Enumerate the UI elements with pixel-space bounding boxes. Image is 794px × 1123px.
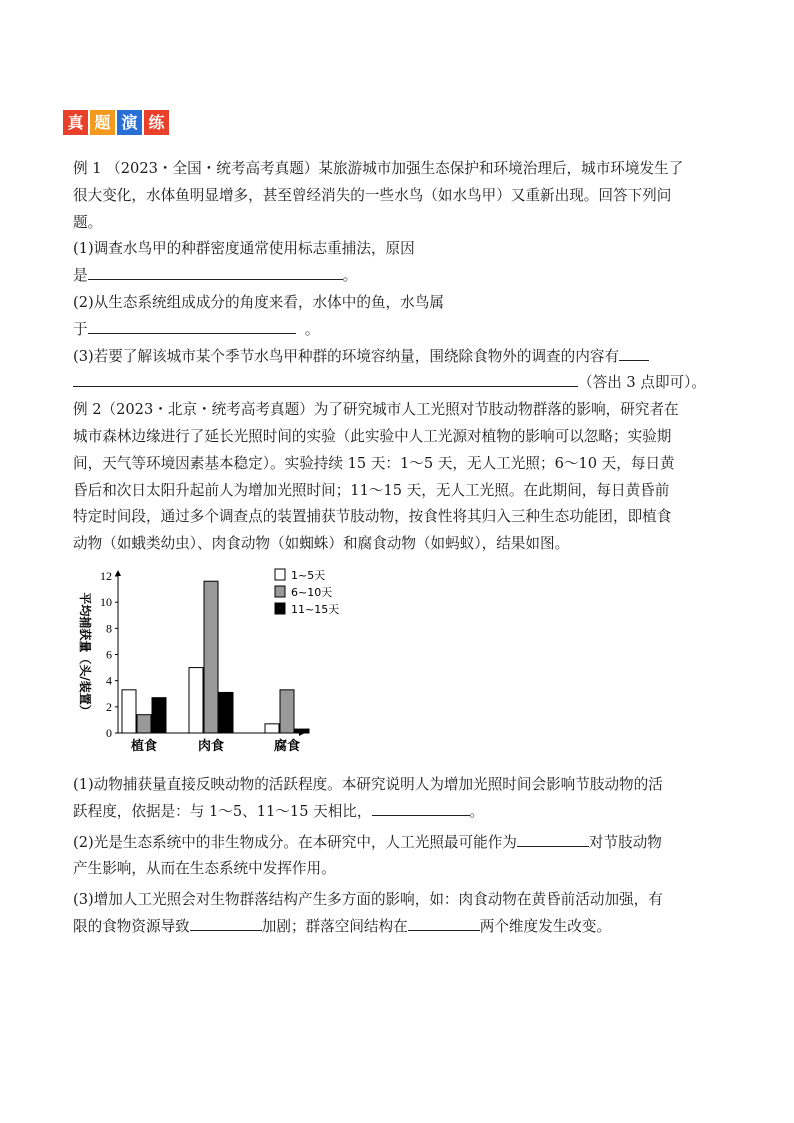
bar-2-2 [295, 729, 309, 733]
y-tick-label: 12 [100, 568, 112, 583]
ex2-line5: 特定时间段，通过多个调查点的装置捕获节肢动物，按食性将其归入三种生态功能团，即植食 [73, 508, 672, 526]
ex1-q2-suffix: 。 [304, 320, 320, 338]
section-header-badges [63, 110, 169, 135]
y-tick-label: 8 [106, 621, 112, 636]
ex1-q3-line1 [73, 344, 723, 371]
x-tick-label: 肉食 [197, 738, 225, 754]
ex2-line6: 动物（如蛾类幼虫）、肉食动物（如蜘蛛）和腐食动物（如蚂蚁），结果如图。 [73, 535, 570, 553]
bar-chart [73, 566, 373, 766]
legend-swatch-0 [275, 569, 285, 580]
ex1-q2-line1: (2)从生态系统组成成分的角度来看，水体中的鱼，水鸟属 [73, 293, 444, 311]
y-tick-label: 6 [106, 647, 112, 662]
ex2-line2: 城市森林边缘进行了延长光照时间的实验（此实验中人工光源对植物的影响可以忽略；实验期 [73, 427, 672, 445]
ex2-q1-suffix: 。 [469, 802, 485, 820]
ex2-q3-answer-blank-b[interactable] [408, 914, 480, 931]
legend-label-1: 6~10天 [291, 585, 333, 599]
bar-0-0 [122, 690, 136, 733]
y-axis-label: 平均捕获量（头/装置） [78, 592, 92, 717]
ex2-q1-line1: (1)动物捕获量直接反映动物的活跃程度。本研究说明人为增加光照时间会影响节肢动物的活 [73, 775, 663, 793]
ex1-intro-line3: 题。 [73, 213, 103, 231]
ex1-q1-answer-blank[interactable] [88, 263, 343, 280]
ex1-q3-answer-blank-b[interactable] [73, 370, 578, 387]
ex2-q1-answer-blank[interactable] [372, 799, 470, 816]
bar-1-0 [189, 668, 203, 733]
ex2-q2-line2: 产生影响，从而在生态系统中发挥作用。 [73, 860, 336, 878]
ex1-q2-prefix: 于 [73, 320, 88, 338]
question-content [73, 156, 723, 941]
badge-ti: 题 [90, 110, 115, 135]
ex1-q2-answer-blank[interactable] [88, 317, 296, 334]
ex1-q3-suffix: （答出 3 点即可）。 [578, 374, 707, 392]
ex2-q1-prefix: 跃程度，依据是：与 1～5、11～15 天相比， [73, 802, 372, 820]
bar-1-1 [204, 581, 218, 733]
bar-chart-svg [73, 566, 373, 766]
ex2-q2-line1 [73, 830, 723, 857]
ex1-intro-line1: 例 1 （2023・全国・统考高考真题）某旅游城市加强生态保护和环境治理后，城市环境发生了 [73, 160, 684, 177]
x-tick-label: 腐食 [273, 738, 301, 754]
ex1-q1-line2 [73, 263, 723, 290]
bar-1-2 [219, 692, 233, 733]
legend-label-2: 11~15天 [291, 602, 340, 616]
ex2-q1-line2 [73, 799, 723, 826]
y-tick-label: 4 [106, 673, 112, 688]
x-tick-label: 植食 [130, 738, 158, 754]
ex1-q3-line2 [73, 370, 723, 397]
bar-0-1 [137, 715, 151, 733]
ex2-q3-mid: 加剧；群落空间结构在 [261, 917, 408, 935]
ex2-q3-prefix: 限的食物资源导致 [73, 917, 190, 935]
ex1-q1-suffix: 。 [342, 267, 358, 285]
y-tick-label: 10 [100, 595, 112, 610]
ex1-intro-line2: 很大变化，水体鱼明显增多，甚至曾经消失的一些水鸟（如水鸟甲）又重新出现。回答下列问 [73, 186, 672, 204]
ex2-q2-answer-blank[interactable] [517, 830, 589, 847]
badge-yan: 演 [117, 110, 142, 135]
ex1-q1-prefix: 是 [73, 267, 88, 285]
ex2-q3-suffix: 两个维度发生改变。 [479, 917, 612, 935]
ex1-q3-answer-blank-a[interactable] [619, 344, 649, 361]
legend-swatch-2 [275, 603, 285, 614]
ex2-q2-suffix: 对节肢动物 [588, 833, 662, 851]
bar-2-0 [265, 724, 279, 733]
y-tick-label: 2 [106, 699, 112, 714]
ex2-q3-line1: (3)增加人工光照会对生物群落结构产生多方面的影响，如：肉食动物在黄昏前活动加强，有 [73, 891, 663, 909]
ex1-q3-text: (3)若要了解该城市某个季节水鸟甲种群的环境容纳量，围绕除食物外的调查的内容有 [73, 347, 620, 365]
badge-lian: 练 [144, 110, 169, 135]
bar-2-1 [280, 690, 294, 733]
ex2-line4: 昏后和次日太阳升起前人为增加光照时间；11～15 天，无人工光照。在此期间，每日黄昏前 [73, 481, 670, 499]
ex2-q2-prefix: (2)光是生态系统中的非生物成分。在本研究中，人工光照最可能作为 [73, 833, 517, 851]
ex2-line1: 例 2（2023・北京・统考高考真题）为了研究城市人工光照对节肢动物群落的影响，研究者在 [73, 401, 679, 419]
y-axis-arrow [115, 570, 121, 576]
y-tick-label: 0 [106, 725, 112, 740]
bar-0-2 [152, 698, 166, 733]
ex2-line3: 间，天气等环境因素基本稳定）。实验持续 15 天：1～5 天，无人工光照；6～10 天，每日黄 [73, 454, 675, 472]
legend-swatch-1 [275, 586, 285, 597]
ex2-q3-answer-blank-a[interactable] [190, 914, 262, 931]
ex1-q2-line2 [73, 317, 723, 344]
legend-label-0: 1~5天 [291, 568, 326, 582]
ex2-q3-line2 [73, 914, 723, 941]
badge-zhen: 真 [63, 110, 88, 135]
ex1-q1-line1: (1)调查水鸟甲的种群密度通常使用标志重捕法，原因 [73, 240, 415, 258]
